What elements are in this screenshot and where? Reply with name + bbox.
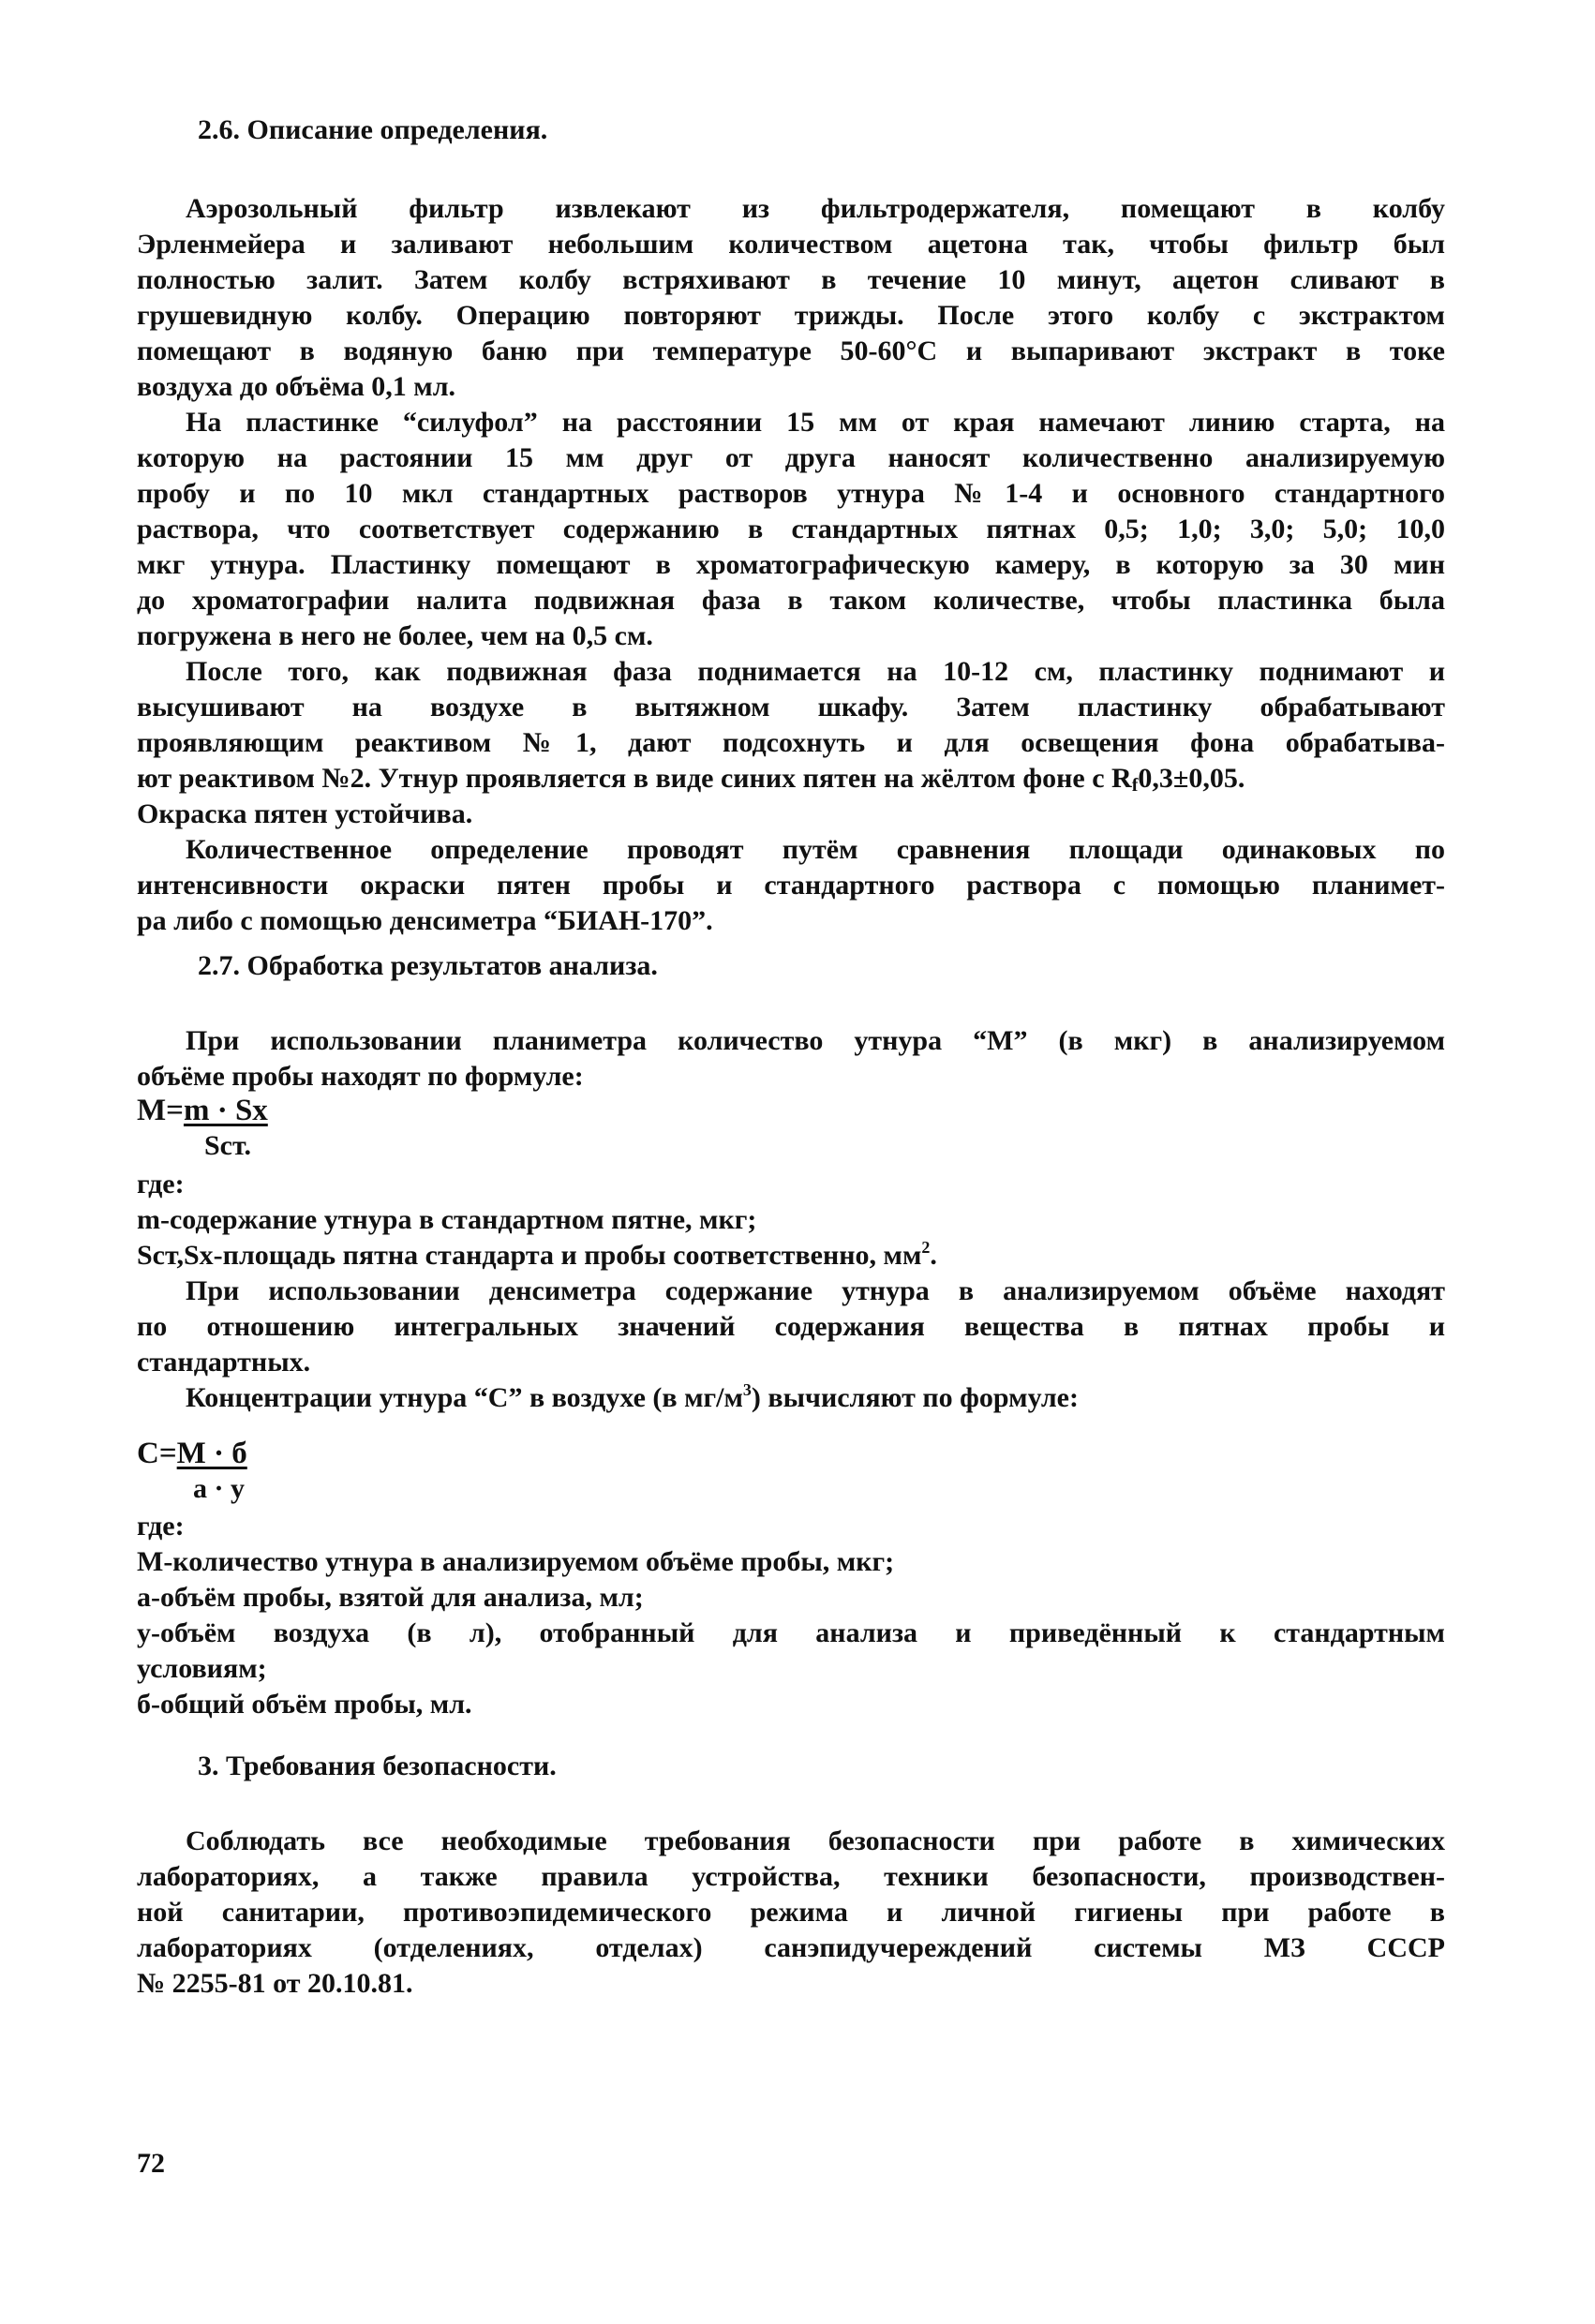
paragraph-description-3 [137, 654, 1445, 832]
text-line: у-объём воздуха (в л), отобранный для анализа и приведённый к стандартным [137, 1617, 1445, 1648]
text-line: где: [137, 1511, 185, 1542]
text-line: полностью залит. Затем колбу встряхивают в течение 10 минут, ацетон сливают в [137, 264, 1445, 295]
text-line: б-общий объём пробы, мл. [137, 1689, 472, 1720]
section-title-2-6: 2.6. Описание определения. [198, 114, 548, 145]
text-line: по отношению интегральных значений содержания вещества в пятнах пробы и [137, 1311, 1445, 1342]
text-line: погружена в него не более, чем на 0,5 см. [137, 620, 653, 651]
definitions-2 [137, 1509, 1445, 1722]
text-line: При использовании планиметра количество утнура “М” (в мкг) в анализируемом [186, 1025, 1445, 1056]
text-line: проявляющим реактивом №1, дают подсохнуть и для освещения фона обрабатыва- [137, 727, 1445, 758]
formula-numerator: М · б [176, 1437, 247, 1470]
text-line: грушевидную колбу. Операцию повторяют трижды. После этого колбу с экстрактом [137, 300, 1445, 331]
text-line: раствора, что соответствует содержанию в стандартных пятнах 0,5; 1,0; 3,0; 5,0; 10,0 [137, 514, 1445, 544]
paragraph-densimeter [137, 1274, 1445, 1416]
paragraph-safety [137, 1824, 1445, 2002]
definitions-1 [137, 1167, 1445, 1274]
formula-numerator: m · Sx [183, 1094, 268, 1127]
text-line: стандартных. [137, 1347, 311, 1378]
text-line: до хроматографии налита подвижная фаза в таком количестве, чтобы пластинка была [137, 585, 1445, 616]
text-line: Окраска пятен устойчива. [137, 798, 473, 829]
text-line: Sст,Sx-площадь пятна стандарта и пробы соответственно, $мм^2$. [137, 1238, 937, 1271]
text-line: Концентрации утнура “С” в воздухе (в $мг/м^3$) вычисляют по формуле: [186, 1380, 1079, 1413]
text-line: На пластинке “силуфол” на расстоянии 15 мм от края намечают линию старта, на [186, 407, 1445, 438]
page-number: 72 [137, 2148, 165, 2179]
text-line: После того, как подвижная фаза поднимается на 10-12 см, пластинку поднимают и [186, 656, 1445, 687]
text-line: интенсивности окраски пятен пробы и стандартного раствора с помощью планимет- [137, 870, 1445, 901]
text-line: ра либо с помощью денсиметра “БИАН-170”. [137, 905, 713, 936]
paragraph-planimeter [137, 1023, 1445, 1095]
formula-denominator: Sст. [204, 1130, 251, 1161]
text-line: объёме пробы находят по формуле: [137, 1061, 584, 1092]
formula-denominator: а · у [193, 1473, 246, 1504]
text-line: Аэрозольный фильтр извлекают из фильтродержателя, помещают в колбу [186, 193, 1445, 224]
text-line: где: [137, 1169, 185, 1199]
text-line: ной санитарии, противоэпидемического режима и личной гигиены при работе в [137, 1897, 1445, 1928]
paragraph-description-2 [137, 405, 1445, 654]
section-title-3: 3. Требования безопасности. [198, 1750, 557, 1781]
text-line: М-количество утнура в анализируемом объёме пробы, мкг; [137, 1546, 895, 1577]
paragraph-description-4 [137, 832, 1445, 939]
text-line: пробу и по 10 мкл стандартных растворов утнура №1-4 и основного стандартного [137, 478, 1445, 509]
text-line: лабораториях, а также правила устройства, техники безопасности, производствен- [137, 1861, 1445, 1892]
text-line: помещают в водяную баню при температуре 50-60°С и выпаривают экстракт в токе [137, 335, 1445, 366]
rf-line: ют реактивом №2. Утнур проявляется в виде синих пятен на жёлтом фоне с $R_f0,3\pm 0,05$. [137, 763, 1245, 796]
formula-m [137, 1093, 268, 1164]
text-line: воздуха до объёма 0,1 мл. [137, 371, 456, 402]
text-line: № 2255-81 от 20.10.81. [137, 1968, 413, 1999]
text-line: условиям; [137, 1653, 267, 1684]
text-line: Соблюдать все необходимые требования безопасности при работе в химических [186, 1825, 1445, 1856]
text-line: Количественное определение проводят путём сравнения площади одинаковых по [186, 834, 1445, 865]
text-line: высушивают на воздухе в вытяжном шкафу. Затем пластинку обрабатывают [137, 692, 1445, 723]
section-title-2-7: 2.7. Обработка результатов анализа. [198, 950, 658, 981]
paragraph-description-1 [137, 191, 1445, 405]
text-line: мкг утнура. Пластинку помещают в хроматографическую камеру, в которую за 30 мин [137, 549, 1445, 580]
formula-lhs: С= [137, 1437, 177, 1470]
text-line: Эрленмейера и заливают небольшим количеством ацетона так, чтобы фильтр был [137, 229, 1445, 260]
formula-c [137, 1436, 247, 1507]
text-line: m-содержание утнура в стандартном пятне, мкг; [137, 1204, 757, 1235]
text-line: которую на растоянии 15 мм друг от друга наносят количественно анализируемую [137, 442, 1445, 473]
text-line: При использовании денсиметра содержание утнура в анализируемом объёме находят [186, 1275, 1445, 1306]
text-line: а-объём пробы, взятой для анализа, мл; [137, 1582, 644, 1613]
text-line: лабораториях (отделениях, отделах) санэпидучереждений системы МЗ СССР [137, 1932, 1445, 1963]
formula-lhs: M= [137, 1094, 184, 1127]
